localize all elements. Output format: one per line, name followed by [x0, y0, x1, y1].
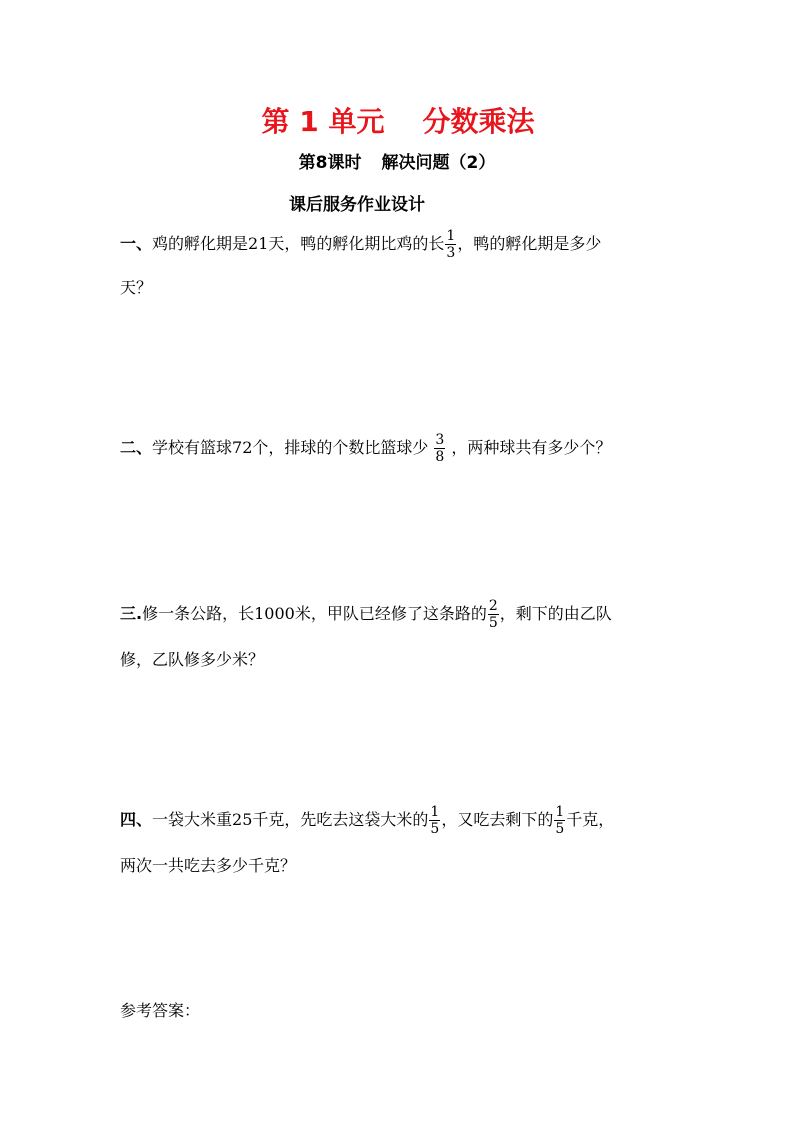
question-2-line-1 — [120, 432, 611, 465]
question-number: 一、 — [120, 234, 153, 253]
lesson-subtitle — [0, 148, 794, 173]
question-number: 三. — [120, 604, 143, 623]
fraction-numerator: 2 — [488, 598, 498, 614]
question-number: 二、 — [120, 438, 153, 457]
question-text: ，剩下的由乙队 — [499, 604, 612, 623]
page-title — [0, 100, 794, 140]
question-text: 鸡的孵化期是21天，鸭的孵化期比鸡的长 — [152, 234, 445, 253]
fraction-denominator: 8 — [435, 449, 445, 465]
question-text: ，两种球共有多少个？ — [451, 438, 612, 457]
fraction — [445, 228, 456, 261]
answers-label: 参考答案： — [120, 1001, 201, 1020]
question-3-line-1 — [120, 598, 612, 631]
fraction-numerator: 1 — [430, 804, 440, 820]
question-text: 千克， — [566, 810, 615, 829]
fraction — [488, 598, 499, 631]
fraction — [554, 804, 565, 837]
lesson-topic: 解决问题（2） — [381, 153, 496, 173]
question-text: 修一条公路，长1000米，甲队已经修了这条路的 — [142, 604, 487, 623]
fraction-denominator: 5 — [430, 821, 440, 837]
question-4-line-1 — [120, 804, 614, 837]
fraction-numerator: 1 — [446, 228, 456, 244]
question-number: 四、 — [120, 810, 153, 829]
fraction — [434, 432, 445, 465]
unit-title: 第 1 单元 — [261, 105, 385, 138]
fraction — [429, 804, 440, 837]
worksheet-heading: 课后服务作业设计 — [289, 195, 425, 215]
question-3-line-2: 修，乙队修多少米？ — [120, 650, 265, 669]
question-text: ，鸭的孵化期是多少 — [457, 234, 602, 253]
question-text: 一袋大米重25千克，先吃去这袋大米的 — [152, 810, 429, 829]
question-1-line-1 — [120, 228, 601, 261]
question-1-line-2: 天？ — [120, 278, 153, 297]
fraction-numerator: 3 — [435, 432, 445, 448]
fraction-denominator: 5 — [488, 615, 498, 631]
question-text: ，又吃去剩下的 — [441, 810, 554, 829]
question-text: 学校有篮球72个，排球的个数比篮球少 — [152, 438, 429, 457]
question-4-line-2: 两次一共吃去多少千克？ — [120, 856, 297, 875]
lesson-number: 第8课时 — [298, 153, 362, 173]
fraction-denominator: 5 — [555, 821, 565, 837]
fraction-numerator: 1 — [555, 804, 565, 820]
fraction-denominator: 3 — [446, 245, 456, 261]
unit-topic: 分数乘法 — [422, 105, 535, 138]
